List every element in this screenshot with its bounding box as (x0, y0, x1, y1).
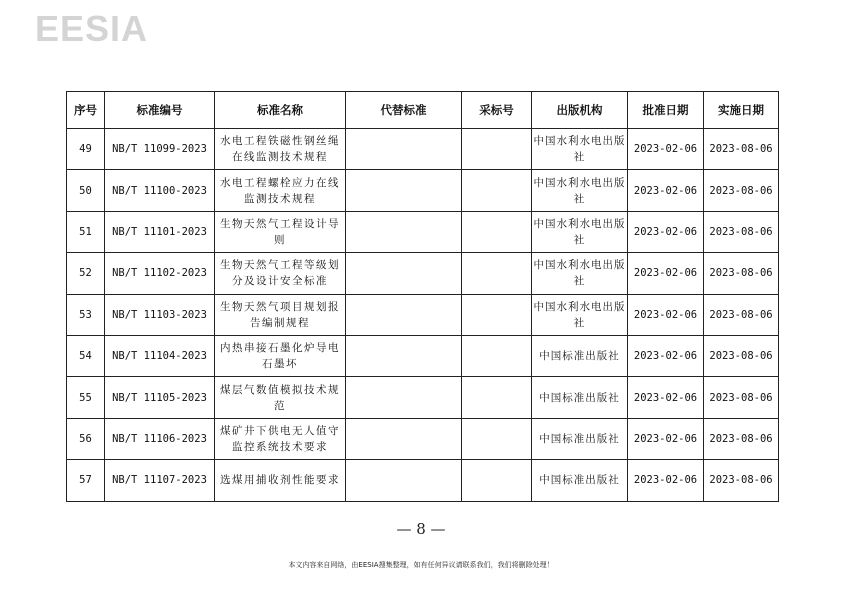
cell-effective: 2023-08-06 (704, 170, 779, 211)
cell-approved: 2023-02-06 (628, 335, 704, 376)
table-row (67, 460, 779, 501)
cell-code: NB/T 11099-2023 (105, 129, 215, 170)
cell-seq: 54 (67, 335, 105, 376)
header-name: 标准名称 (215, 92, 346, 129)
cell-seq: 53 (67, 294, 105, 335)
cell-replaces (346, 211, 462, 252)
cell-replaces (346, 418, 462, 459)
cell-adopt (462, 335, 532, 376)
cell-adopt (462, 170, 532, 211)
cell-replaces (346, 377, 462, 418)
cell-adopt (462, 377, 532, 418)
cell-effective: 2023-08-06 (704, 253, 779, 294)
cell-approved: 2023-02-06 (628, 418, 704, 459)
cell-approved: 2023-02-06 (628, 253, 704, 294)
cell-replaces (346, 294, 462, 335)
cell-effective: 2023-08-06 (704, 418, 779, 459)
table-row (67, 294, 779, 335)
cell-adopt (462, 460, 532, 501)
cell-adopt (462, 294, 532, 335)
page-number: — 8 — (396, 520, 446, 538)
cell-name: 水电工程铁磁性钢丝绳在线监测技术规程 (215, 129, 346, 170)
cell-code: NB/T 11103-2023 (105, 294, 215, 335)
table-row (67, 129, 779, 170)
cell-replaces (346, 253, 462, 294)
header-replaces: 代替标准 (346, 92, 462, 129)
cell-effective: 2023-08-06 (704, 294, 779, 335)
cell-seq: 51 (67, 211, 105, 252)
cell-adopt (462, 253, 532, 294)
header-adopt: 采标号 (462, 92, 532, 129)
cell-name: 选煤用捕收剂性能要求 (215, 460, 346, 501)
cell-effective: 2023-08-06 (704, 377, 779, 418)
table-row (67, 335, 779, 376)
cell-name: 煤层气数值模拟技术规范 (215, 377, 346, 418)
cell-publisher: 中国标准出版社 (532, 377, 628, 418)
cell-replaces (346, 460, 462, 501)
cell-name: 生物天然气工程等级划分及设计安全标准 (215, 253, 346, 294)
cell-code: NB/T 11101-2023 (105, 211, 215, 252)
cell-adopt (462, 211, 532, 252)
cell-approved: 2023-02-06 (628, 211, 704, 252)
cell-name: 水电工程螺栓应力在线监测技术规程 (215, 170, 346, 211)
cell-approved: 2023-02-06 (628, 294, 704, 335)
cell-code: NB/T 11100-2023 (105, 170, 215, 211)
cell-publisher: 中国标准出版社 (532, 460, 628, 501)
cell-replaces (346, 335, 462, 376)
cell-code: NB/T 11107-2023 (105, 460, 215, 501)
cell-seq: 50 (67, 170, 105, 211)
eesia-logo-watermark: EESIA (35, 8, 149, 49)
header-publisher: 出版机构 (532, 92, 628, 129)
cell-approved: 2023-02-06 (628, 170, 704, 211)
cell-seq: 49 (67, 129, 105, 170)
cell-publisher: 中国水利水电出版社 (532, 294, 628, 335)
cell-code: NB/T 11102-2023 (105, 253, 215, 294)
cell-approved: 2023-02-06 (628, 460, 704, 501)
cell-approved: 2023-02-06 (628, 377, 704, 418)
cell-publisher: 中国水利水电出版社 (532, 211, 628, 252)
cell-name: 生物天然气项目规划报告编制规程 (215, 294, 346, 335)
cell-seq: 56 (67, 418, 105, 459)
table-row (67, 170, 779, 211)
standards-table (66, 91, 779, 502)
cell-adopt (462, 129, 532, 170)
table-row (67, 253, 779, 294)
cell-replaces (346, 170, 462, 211)
cell-code: NB/T 11105-2023 (105, 377, 215, 418)
cell-effective: 2023-08-06 (704, 335, 779, 376)
cell-publisher: 中国标准出版社 (532, 335, 628, 376)
cell-code: NB/T 11104-2023 (105, 335, 215, 376)
cell-name: 生物天然气工程设计导则 (215, 211, 346, 252)
cell-publisher: 中国标准出版社 (532, 418, 628, 459)
header-approved: 批准日期 (628, 92, 704, 129)
cell-adopt (462, 418, 532, 459)
cell-publisher: 中国水利水电出版社 (532, 253, 628, 294)
cell-replaces (346, 129, 462, 170)
table-row (67, 418, 779, 459)
header-code: 标准编号 (105, 92, 215, 129)
cell-name: 内热串接石墨化炉导电石墨坏 (215, 335, 346, 376)
cell-seq: 52 (67, 253, 105, 294)
header-effective: 实施日期 (704, 92, 779, 129)
cell-approved: 2023-02-06 (628, 129, 704, 170)
cell-effective: 2023-08-06 (704, 129, 779, 170)
header-seq: 序号 (67, 92, 105, 129)
cell-publisher: 中国水利水电出版社 (532, 129, 628, 170)
cell-effective: 2023-08-06 (704, 460, 779, 501)
cell-code: NB/T 11106-2023 (105, 418, 215, 459)
table-row (67, 377, 779, 418)
cell-publisher: 中国水利水电出版社 (532, 170, 628, 211)
cell-name: 煤矿井下供电无人值守监控系统技术要求 (215, 418, 346, 459)
table-row (67, 211, 779, 252)
cell-seq: 57 (67, 460, 105, 501)
cell-effective: 2023-08-06 (704, 211, 779, 252)
cell-seq: 55 (67, 377, 105, 418)
table-header-row (67, 92, 779, 129)
footer-disclaimer: 本文内容来自网络，由EESIA搜集整理，如有任何异议请联系我们，我们将删除处理！ (288, 561, 554, 569)
